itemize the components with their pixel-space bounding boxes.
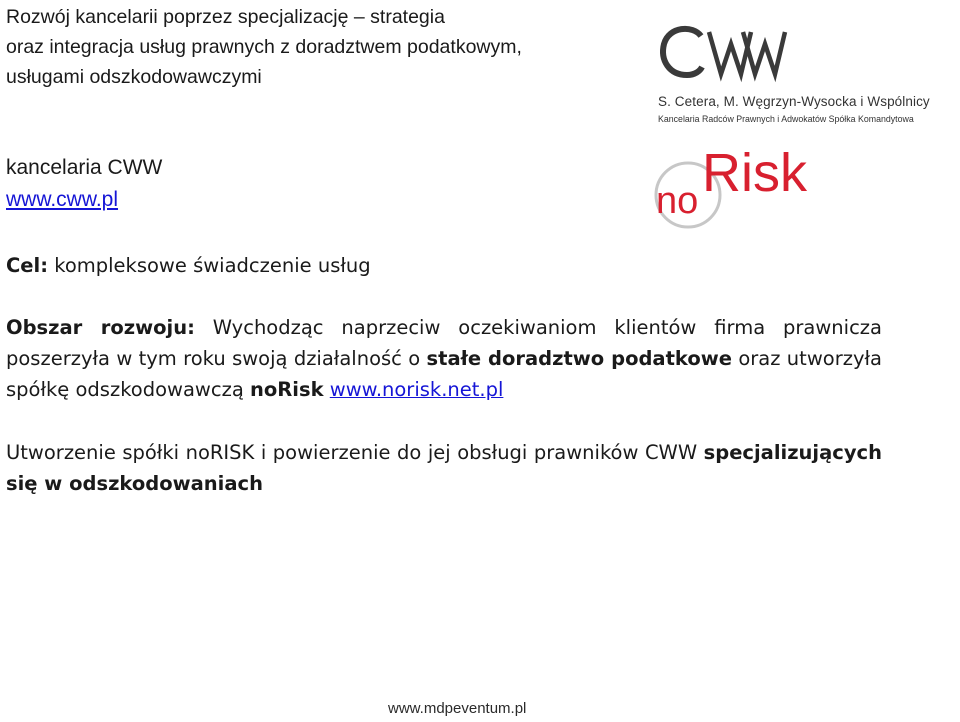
goal-paragraph — [6, 250, 882, 281]
cww-mark-icon — [657, 20, 792, 92]
norisk-mark-icon — [652, 143, 817, 235]
slide-title — [6, 2, 656, 92]
area-bold-tax: stałe doradztwo podatkowe — [426, 347, 732, 370]
area-label: Obszar rozwoju: — [6, 316, 195, 339]
goal-label: Cel: — [6, 254, 49, 277]
norisk-no-text: no — [656, 180, 699, 222]
firm-name: kancelaria CWW — [6, 156, 163, 179]
title-line-1: Rozwój kancelarii poprzez specjalizację – strategia — [6, 6, 445, 28]
area-paragraph — [6, 312, 882, 405]
firm-block — [6, 152, 162, 216]
footer-url: www.mdpeventum.pl — [388, 700, 527, 717]
area-text-1: Wychodząc naprzeciw oczekiwaniom klientów firma prawnicza poszerzyła w tym roku swoją działalność o — [6, 316, 882, 370]
summary-text: Utworzenie spółki noRISK i powierzenie do jej obsługi prawników CWW — [6, 441, 704, 464]
summary-bold: specjalizujących się w odszkodowaniach — [6, 441, 882, 495]
area-bold-norisk: noRisk — [250, 378, 324, 401]
summary-paragraph — [6, 437, 882, 499]
norisk-website-link[interactable]: www.norisk.net.pl — [329, 378, 504, 401]
firm-website-link[interactable]: www.cww.pl — [6, 188, 119, 211]
area-text-2: oraz utworzyła spółkę odszkodowawczą — [6, 347, 882, 401]
title-line-3: usługami odszkodowawczymi — [6, 66, 262, 88]
title-line-2: oraz integracja usług prawnych z doradztwem podatkowym, — [6, 36, 522, 58]
norisk-logo — [652, 143, 817, 235]
cww-logo — [655, 20, 960, 125]
cww-firm-name: S. Cetera, M. Węgrzyn-Wysocka i Wspólnicy — [658, 94, 930, 109]
goal-text: kompleksowe świadczenie usług — [48, 254, 371, 277]
cww-firm-subtitle: Kancelaria Radców Prawnych i Adwokatów Spółka Komandytowa — [658, 114, 914, 124]
norisk-risk-text: Risk — [702, 143, 807, 203]
